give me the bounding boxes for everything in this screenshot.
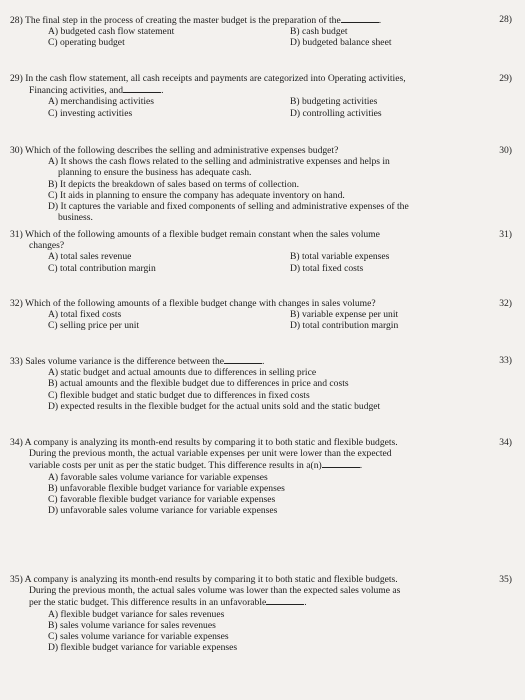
option-a: A) total fixed costs: [48, 309, 122, 321]
option-c: C) total contribution margin: [48, 262, 156, 274]
question-stem: 29) In the cash flow statement, all cash receipts and payments are categorized into Operating activities, Financing activities, and .: [10, 73, 406, 97]
option-c: C) flexible budget and static budget due to differences in fixed costs: [48, 389, 310, 401]
answer-blank: [341, 14, 379, 23]
option-c: C) selling price per unit: [48, 320, 140, 332]
option-a: A) flexible budget variance for sales revenues: [48, 608, 225, 620]
answer-blank: [224, 355, 262, 364]
option-c: C) investing activities: [48, 107, 133, 119]
option-c: C) sales volume variance for variable expenses: [48, 631, 229, 643]
question-29: [10, 73, 512, 119]
option-c: C) favorable flexible budget variance for variable expenses: [48, 494, 276, 506]
option-b: B) It depicts the breakdown of sales based on terms of collection.: [48, 178, 299, 190]
question-stem: 30) Which of the following describes the selling and administrative expenses budget?: [10, 145, 339, 156]
question-stem: 31) Which of the following amounts of a flexible budget remain constant when the sales volume changes?: [10, 229, 380, 252]
margin-number: 34): [499, 437, 512, 448]
option-c: C) It aids in planning to ensure the company has adequate inventory on hand.: [48, 189, 345, 201]
option-b: B) total variable expenses: [290, 251, 390, 263]
answer-blank: [322, 459, 360, 468]
question-stem: 32) Which of the following amounts of a flexible budget change with changes in sales volume?: [10, 298, 376, 309]
question-32: [10, 298, 512, 332]
question-35: [10, 574, 512, 654]
option-b: B) actual amounts and the flexible budget due to differences in price and costs: [48, 378, 349, 390]
margin-number: 33): [499, 355, 512, 366]
option-a: A) merchandising activities: [48, 96, 155, 108]
margin-number: 29): [499, 73, 512, 84]
option-d: D) unfavorable sales volume variance for variable expenses: [48, 505, 278, 517]
question-33: [10, 355, 512, 412]
question-34: [10, 437, 512, 517]
option-d: D) flexible budget variance for variable expenses: [48, 642, 238, 654]
option-b: B) variable expense per unit: [290, 309, 399, 321]
option-a: A) budgeted cash flow statement: [48, 26, 175, 38]
option-d: D) budgeted balance sheet: [290, 37, 392, 49]
option-d: D) expected results in the flexible budget for the actual units sold and the static budget: [48, 400, 381, 412]
option-b: B) cash budget: [290, 26, 348, 38]
question-stem: 33) Sales volume variance is the difference between the .: [10, 356, 265, 367]
option-d: D) It captures the variable and fixed components of selling and administrative expenses of the business.: [48, 201, 409, 224]
answer-blank: [123, 84, 161, 93]
question-stem: 35) A company is analyzing its month-end results by comparing it to both static and flexible budgets. During the previous month, the actual sales volume was lower than the expected sales volume as per the static budget. This difference results in an unfavorable .: [10, 574, 401, 609]
question-stem: 34) A company is analyzing its month-end results by comparing it to both static and flexible budgets. During the previous month, the actual variable expenses per unit were lower than the expected variable costs per unit as per the static budget. This difference results in a(n) .: [10, 437, 398, 472]
option-b: B) budgeting activities: [290, 96, 378, 108]
margin-number: 35): [499, 574, 512, 585]
option-c: C) operating budget: [48, 37, 125, 49]
question-28: [10, 14, 512, 49]
answer-blank: [266, 596, 304, 605]
option-d: D) total fixed costs: [290, 262, 364, 274]
option-a: A) total sales revenue: [48, 251, 132, 263]
margin-number: 28): [499, 14, 512, 25]
question-31: [10, 229, 512, 274]
margin-number: 31): [499, 229, 512, 240]
option-a: A) static budget and actual amounts due to differences in selling price: [48, 367, 317, 379]
option-d: D) total contribution margin: [290, 320, 399, 332]
question-30: [10, 145, 512, 224]
option-a: A) favorable sales volume variance for variable expenses: [48, 471, 268, 483]
option-d: D) controlling activities: [290, 107, 382, 119]
question-stem: 28) The final step in the process of creating the master budget is the preparation of the .: [10, 15, 382, 26]
option-a: A) It shows the cash flows related to the selling and administrative expenses and helps in planning to ensure the business has adequate cash.: [48, 156, 390, 179]
margin-number: 30): [499, 145, 512, 156]
option-b: B) unfavorable flexible budget variance for variable expenses: [48, 482, 285, 494]
option-b: B) sales volume variance for sales revenues: [48, 619, 216, 631]
margin-number: 32): [499, 298, 512, 309]
